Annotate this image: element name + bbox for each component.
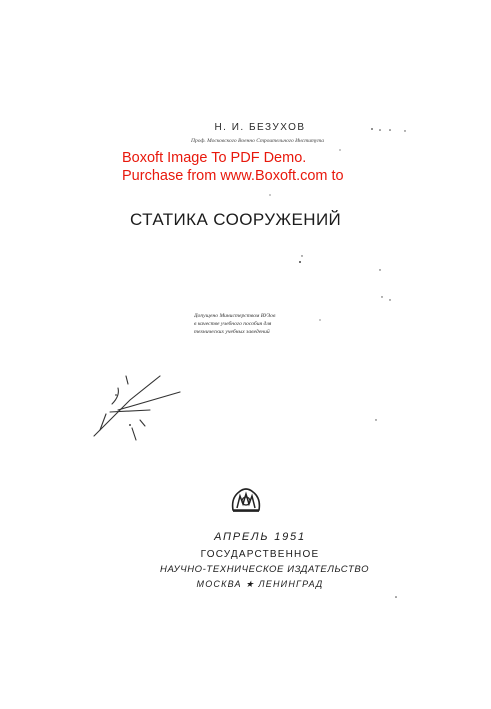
watermark-line-1: Boxoft Image To PDF Demo. xyxy=(122,150,307,166)
publisher-emblem-icon xyxy=(227,484,265,514)
book-title: СТАТИКА СООРУЖЕНИЙ xyxy=(130,210,342,229)
approval-line: в качестве учебного пособия для xyxy=(194,321,272,327)
publisher-city: МОСКВА ★ ЛЕНИНГРАД xyxy=(196,579,324,589)
approval-line: Допущено Министерством ВУЗов xyxy=(194,313,276,319)
author-affiliation: Проф. Московского Военно Строительного Института xyxy=(190,138,325,144)
author-name: Н. И. БЕЗУХОВ xyxy=(214,122,306,133)
publisher-line-1: ГОСУДАРСТВЕННОЕ xyxy=(200,549,320,560)
watermark-line-2: Purchase from www.Boxoft.com to xyxy=(122,168,344,184)
approval-note xyxy=(194,312,319,336)
publication-date: АПРЕЛЬ 1951 xyxy=(214,531,306,543)
publisher-line-2: НАУЧНО-ТЕХНИЧЕСКОЕ ИЗДАТЕЛЬСТВО xyxy=(160,564,370,575)
approval-line: технических учебных заведений xyxy=(194,329,270,335)
